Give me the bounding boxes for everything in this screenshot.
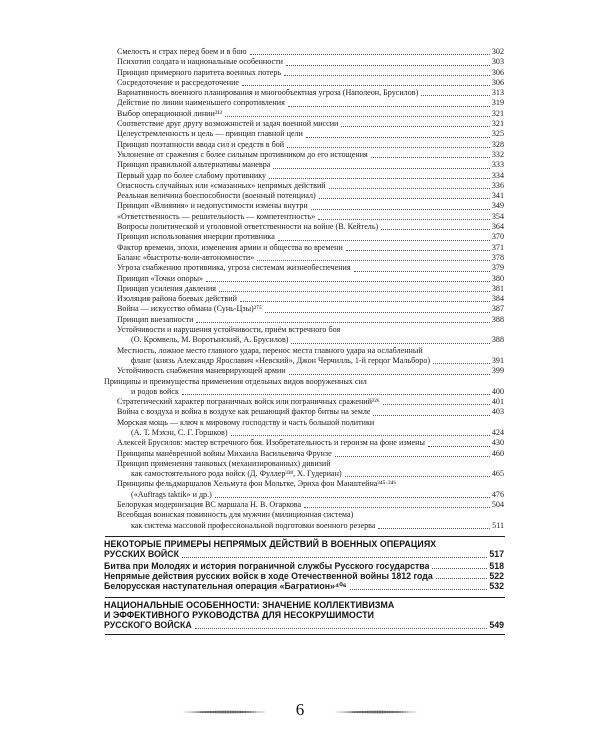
toc-page-number: 306 [491, 67, 504, 77]
toc-entry[interactable] [0, 119, 600, 129]
toc-entry[interactable] [0, 561, 600, 571]
toc-page-number: 403 [491, 407, 504, 417]
dot-leader [182, 557, 487, 558]
dot-leader [346, 250, 490, 251]
toc-entry-title: Принцип примерного паритета военных потерь [117, 67, 282, 77]
toc-entry-title: (О. Кромвель, М. Воротынский, А. Брусилов) [131, 335, 289, 345]
section-heading-line: НАЦИОНАЛЬНЫЕ ОСОБЕННОСТИ: ЗНАЧЕНИЕ КОЛЛЕКТИВИЗМА [104, 599, 395, 610]
dot-leader [335, 456, 490, 457]
toc-entry[interactable] [0, 397, 600, 407]
dot-leader [196, 322, 489, 323]
toc-entry-title: Сосредоточение и рассредоточение [117, 77, 239, 87]
toc-entry-first-line: Местность, ложное место главного удара, перенос места главного удара на ослабленный [117, 345, 423, 355]
section-heading-line: НЕКОТОРЫЕ ПРИМЕРЫ НЕПРЯМЫХ ДЕЙСТВИЙ В ВОЕННЫХ ОПЕРАЦИЯХ [104, 538, 437, 549]
left-ornament-icon [182, 709, 266, 715]
toc-entry-title: Угроза снабжению противника, угроза системам жизнеобеспечения [117, 263, 351, 273]
toc-page-number: 303 [491, 57, 504, 67]
dot-leader [354, 271, 490, 272]
toc-entry-title: РУССКИХ ВОЙСК [104, 549, 179, 560]
toc-page-number: 391 [491, 355, 504, 365]
toc-entry[interactable] [0, 243, 600, 253]
toc-entry-title: фланг (князь Александр Ярославич «Невский», Джон Черчилль, 1-й герцог Мальборо) [131, 355, 431, 365]
dot-leader [319, 198, 490, 199]
toc-page-number: 332 [491, 149, 504, 159]
toc-page-number: 388 [491, 314, 504, 324]
toc-page-number: 364 [491, 222, 504, 232]
dot-leader [350, 589, 487, 590]
toc-entry-title: Целеустремленность и цель — принцип главной цели [117, 129, 303, 139]
toc-page-number: 349 [491, 201, 504, 211]
toc-entry[interactable] [0, 129, 600, 139]
table-of-contents [0, 47, 600, 631]
section-heading-entry[interactable] [0, 620, 600, 630]
toc-page-number: 354 [491, 211, 504, 221]
dot-leader [265, 312, 490, 313]
dot-leader [182, 394, 490, 395]
toc-entry-title: Принцип правильной альтернативы маневра [117, 160, 271, 170]
toc-page-number: 517 [489, 549, 504, 560]
toc-page-number: 321 [491, 108, 504, 118]
toc-page-number: 321 [491, 119, 504, 129]
toc-entry-title: Непрямые действия русских войск в ходе Отечественной войны 1812 года [104, 570, 433, 581]
right-ornament-icon [334, 709, 418, 715]
toc-page-number: 378 [491, 252, 504, 262]
toc-page-number: 336 [491, 180, 504, 190]
toc-entry[interactable] [0, 571, 600, 581]
toc-entry[interactable] [0, 68, 600, 78]
toc-entry-title: Принцип усиления давления [117, 283, 217, 293]
toc-entry-title: Устойчивость снабжения маневрирующей армии [117, 366, 286, 376]
toc-page-number: 399 [491, 366, 504, 376]
dot-leader [240, 301, 490, 302]
toc-entry-first-line: Принцип применения танковых (механизированных) дивизий [117, 458, 331, 468]
toc-entry[interactable] [0, 366, 600, 376]
toc-page-number: 401 [491, 397, 504, 407]
toc-entry-title: РУССКОГО ВОЙСКА [104, 620, 192, 631]
dot-leader [284, 75, 490, 76]
toc-entry[interactable] [0, 428, 600, 438]
toc-entry-title: как самостоятельного рода войск (Д. Фуллер³³⁸, Х. Гудериан) [131, 469, 342, 479]
toc-entry-title: Уклонение от сражения с более сильным противником до его истощения [117, 149, 368, 159]
toc-entry-title: Принцип поэтапности ввода сил и средств в бой [117, 139, 285, 149]
toc-page-number: 370 [491, 232, 504, 242]
toc-entry[interactable] [0, 274, 600, 284]
toc-page-number: 518 [489, 560, 504, 571]
toc-entry[interactable] [0, 438, 600, 448]
toc-entry-title: Изоляция района боевых действий [117, 294, 237, 304]
dot-leader [373, 415, 489, 416]
toc-entry-title: и родов войск [131, 386, 179, 396]
toc-page-number: 379 [491, 263, 504, 273]
toc-entry-title: (А. Т. Мэхэн, С. Г. Горшков) [131, 427, 228, 437]
toc-entry-title: Принцип «Влияния» и недопустимости измены внутри [117, 201, 308, 211]
toc-page-number: 424 [491, 427, 504, 437]
toc-page-number: 400 [491, 386, 504, 396]
toc-entry-first-line: Принципы фельдмаршалов Хельмута фон Мольтке, Эриха фон Манштейна³⁴⁵·³⁴⁶ [117, 479, 397, 489]
section-divider [105, 634, 505, 635]
toc-entry[interactable] [0, 387, 600, 397]
toc-entry-first-line: Принципы и преимущества применения отдельных видов вооруженных сил [104, 376, 367, 386]
toc-entry-title: Алексей Брусилов: мастер встречного боя. Изобретательность и героизм на фоне измены [117, 438, 425, 448]
section-heading-entry[interactable] [0, 549, 600, 559]
toc-entry[interactable] [0, 335, 600, 345]
toc-page-number: 465 [491, 469, 504, 479]
dot-leader [341, 126, 489, 127]
toc-entry-title: Действие по линии наименьшего сопротивления [117, 98, 285, 108]
dot-leader [381, 229, 490, 230]
toc-entry[interactable] [0, 294, 600, 304]
dot-leader [206, 281, 490, 282]
toc-entry[interactable] [0, 88, 600, 98]
toc-entry-first-line: Устойчивости и нарушения устойчивости, приём встречного боя [117, 325, 341, 335]
toc-entry-title: Принцип «Точки опоры» [117, 273, 204, 283]
toc-entry-title: Соответствие друг другу возможностей и задач военной миссии [117, 119, 339, 129]
toc-page-number: 380 [491, 273, 504, 283]
toc-entry[interactable] [0, 140, 600, 150]
dot-leader [436, 578, 488, 579]
toc-entry-title: Вариативность военного планирования и многообъектная угроза (Наполеон, Брусилов) [117, 88, 419, 98]
toc-page-number: 319 [491, 98, 504, 108]
dot-leader [231, 435, 490, 436]
toc-page-number: 549 [489, 620, 504, 631]
toc-entry[interactable] [0, 263, 600, 273]
toc-entry-title: Опасность случайных или «смазанных» непрямых действий [117, 180, 326, 190]
toc-page-number: 325 [491, 129, 504, 139]
toc-entry[interactable] [0, 171, 600, 181]
dot-leader [291, 343, 489, 344]
dot-leader [225, 116, 490, 117]
toc-entry[interactable] [0, 47, 600, 57]
toc-entry[interactable] [0, 407, 600, 417]
toc-entry[interactable] [0, 232, 600, 242]
toc-entry-title: Смелость и страх перед боем и в бою [117, 47, 247, 56]
toc-entry-title: Баланс «быстроты-воли-автономности» [117, 252, 255, 262]
toc-entry[interactable] [0, 469, 600, 479]
dot-leader [287, 147, 490, 148]
dot-leader [371, 157, 490, 158]
toc-entry-title: Вопросы политической и уголовной ответственности на войне (В. Кейтель) [117, 222, 379, 232]
toc-entry[interactable] [0, 98, 600, 108]
toc-page-number: 388 [491, 335, 504, 345]
dot-leader [428, 446, 490, 447]
dot-leader [345, 476, 490, 477]
dot-leader [278, 240, 490, 241]
toc-entry[interactable] [0, 222, 600, 232]
toc-entry-title: Белорукая модернизация ВС маршала Н. В. Огаркова [117, 500, 302, 510]
dot-leader [378, 528, 490, 529]
dot-leader [250, 54, 490, 55]
toc-entry[interactable] [0, 191, 600, 201]
toc-entry-title: Реальная величина боеспособности (военный потенциал) [117, 191, 316, 201]
dot-leader [304, 507, 490, 508]
toc-page-number: 371 [491, 242, 504, 252]
toc-entry[interactable] [0, 212, 600, 222]
toc-page-number: 302 [491, 47, 504, 56]
toc-entry-title: Война — искусство обмана (Сунь-Цзы)²⁷⁵ [117, 304, 262, 314]
toc-entry-title: Психотип солдата и национальные особенности [117, 57, 283, 67]
toc-entry-first-line: Морская мощь — ключ к мировому господству и часть большой политики [117, 417, 375, 427]
toc-entry[interactable] [0, 150, 600, 160]
toc-entry-title: Принципы манёвренной войны Михаила Васильевича Фрунзе [117, 448, 332, 458]
toc-page-number: 476 [491, 489, 504, 499]
toc-entry-title: Белорусская наступательная операция «Багратион»⁴⁰⁶ [104, 581, 347, 592]
toc-page-number: 504 [491, 500, 504, 510]
dot-leader [195, 628, 488, 629]
dot-leader [242, 85, 490, 86]
toc-entry[interactable] [0, 500, 600, 510]
dot-leader [329, 188, 490, 189]
toc-entry-first-line: Всеобщая воинская повинность для мужчин (милиционная система) [117, 510, 354, 520]
toc-entry[interactable] [0, 521, 600, 531]
toc-page-number: 460 [491, 448, 504, 458]
toc-entry[interactable] [0, 253, 600, 263]
section2-block [0, 600, 600, 631]
dot-leader [289, 374, 490, 375]
toc-page-number: 328 [491, 139, 504, 149]
dot-leader [288, 106, 490, 107]
toc-entry-title: («Auftrags taktik» и др.) [131, 489, 212, 499]
dot-leader [421, 95, 490, 96]
section-divider [105, 597, 505, 598]
toc-page-number: 381 [491, 283, 504, 293]
section1-block [0, 539, 600, 592]
dot-leader [269, 178, 490, 179]
toc-entry-title: Фактор времени, эпохи, изменения армии и общества во времени [117, 242, 343, 252]
dot-leader [257, 260, 490, 261]
toc-page-number: 341 [491, 191, 504, 201]
toc-entry-title: Первый удар по более слабому противнику [117, 170, 267, 180]
toc-page-number: 384 [491, 294, 504, 304]
dot-leader [273, 168, 490, 169]
dot-leader [311, 209, 490, 210]
dot-leader [383, 404, 490, 405]
toc-entry[interactable] [0, 160, 600, 170]
toc-entry[interactable] [0, 57, 600, 67]
toc-entry[interactable] [0, 449, 600, 459]
toc-entry[interactable] [0, 356, 600, 366]
section-divider [105, 536, 505, 537]
toc-entry[interactable] [0, 201, 600, 211]
dot-leader [215, 497, 490, 498]
toc-page-number: 306 [491, 77, 504, 87]
toc-page-number: 430 [491, 438, 504, 448]
toc-page-number: 387 [491, 304, 504, 314]
toc-entry-title: Принцип внезапности [117, 314, 194, 324]
page-number: 6 [295, 700, 305, 719]
dot-leader [286, 65, 490, 66]
dot-leader [432, 568, 487, 569]
toc-entry-title: как система массовой профессиональной подготовки военного резерва [131, 520, 376, 530]
toc-entry-title: Выбор операционной линии²¹³ [117, 108, 223, 118]
toc-entry[interactable] [0, 181, 600, 191]
toc-entry-title: Принцип использования инерции противника [117, 232, 275, 242]
toc-page-number: 334 [491, 170, 504, 180]
dot-leader [433, 363, 490, 364]
toc-entry[interactable] [0, 78, 600, 88]
toc-page-number: 333 [491, 160, 504, 170]
dot-leader [306, 137, 490, 138]
toc-entry[interactable] [0, 490, 600, 500]
toc-page-number: 532 [489, 581, 504, 592]
section-heading-line: И ЭФФЕКТИВНОГО РУКОВОДСТВА ДЛЯ НЕСОКРУШИМОСТИ [104, 609, 375, 620]
toc-page-number: 313 [491, 88, 504, 98]
dot-leader [318, 219, 490, 220]
toc-entry[interactable] [0, 304, 600, 314]
toc-page-number: 522 [489, 570, 504, 581]
toc-entry[interactable] [0, 109, 600, 119]
toc-entry[interactable] [0, 315, 600, 325]
toc-entry[interactable] [0, 284, 600, 294]
toc-entry-title: Битва при Молодях и история пограничной службы Русского государства [104, 560, 430, 571]
toc-page-number: 511 [492, 520, 504, 530]
toc-entry-title: «Ответственность — решительность — компетентность» [117, 211, 316, 221]
toc-entry[interactable] [0, 581, 600, 591]
dot-leader [219, 291, 490, 292]
toc-entry-title: Стратегический характер пограничных войск или пограничных сражений³²⁶ [117, 397, 380, 407]
toc-entry-title: Война с воздуха и война в воздухе как решающий фактор битвы на земле [117, 407, 371, 417]
